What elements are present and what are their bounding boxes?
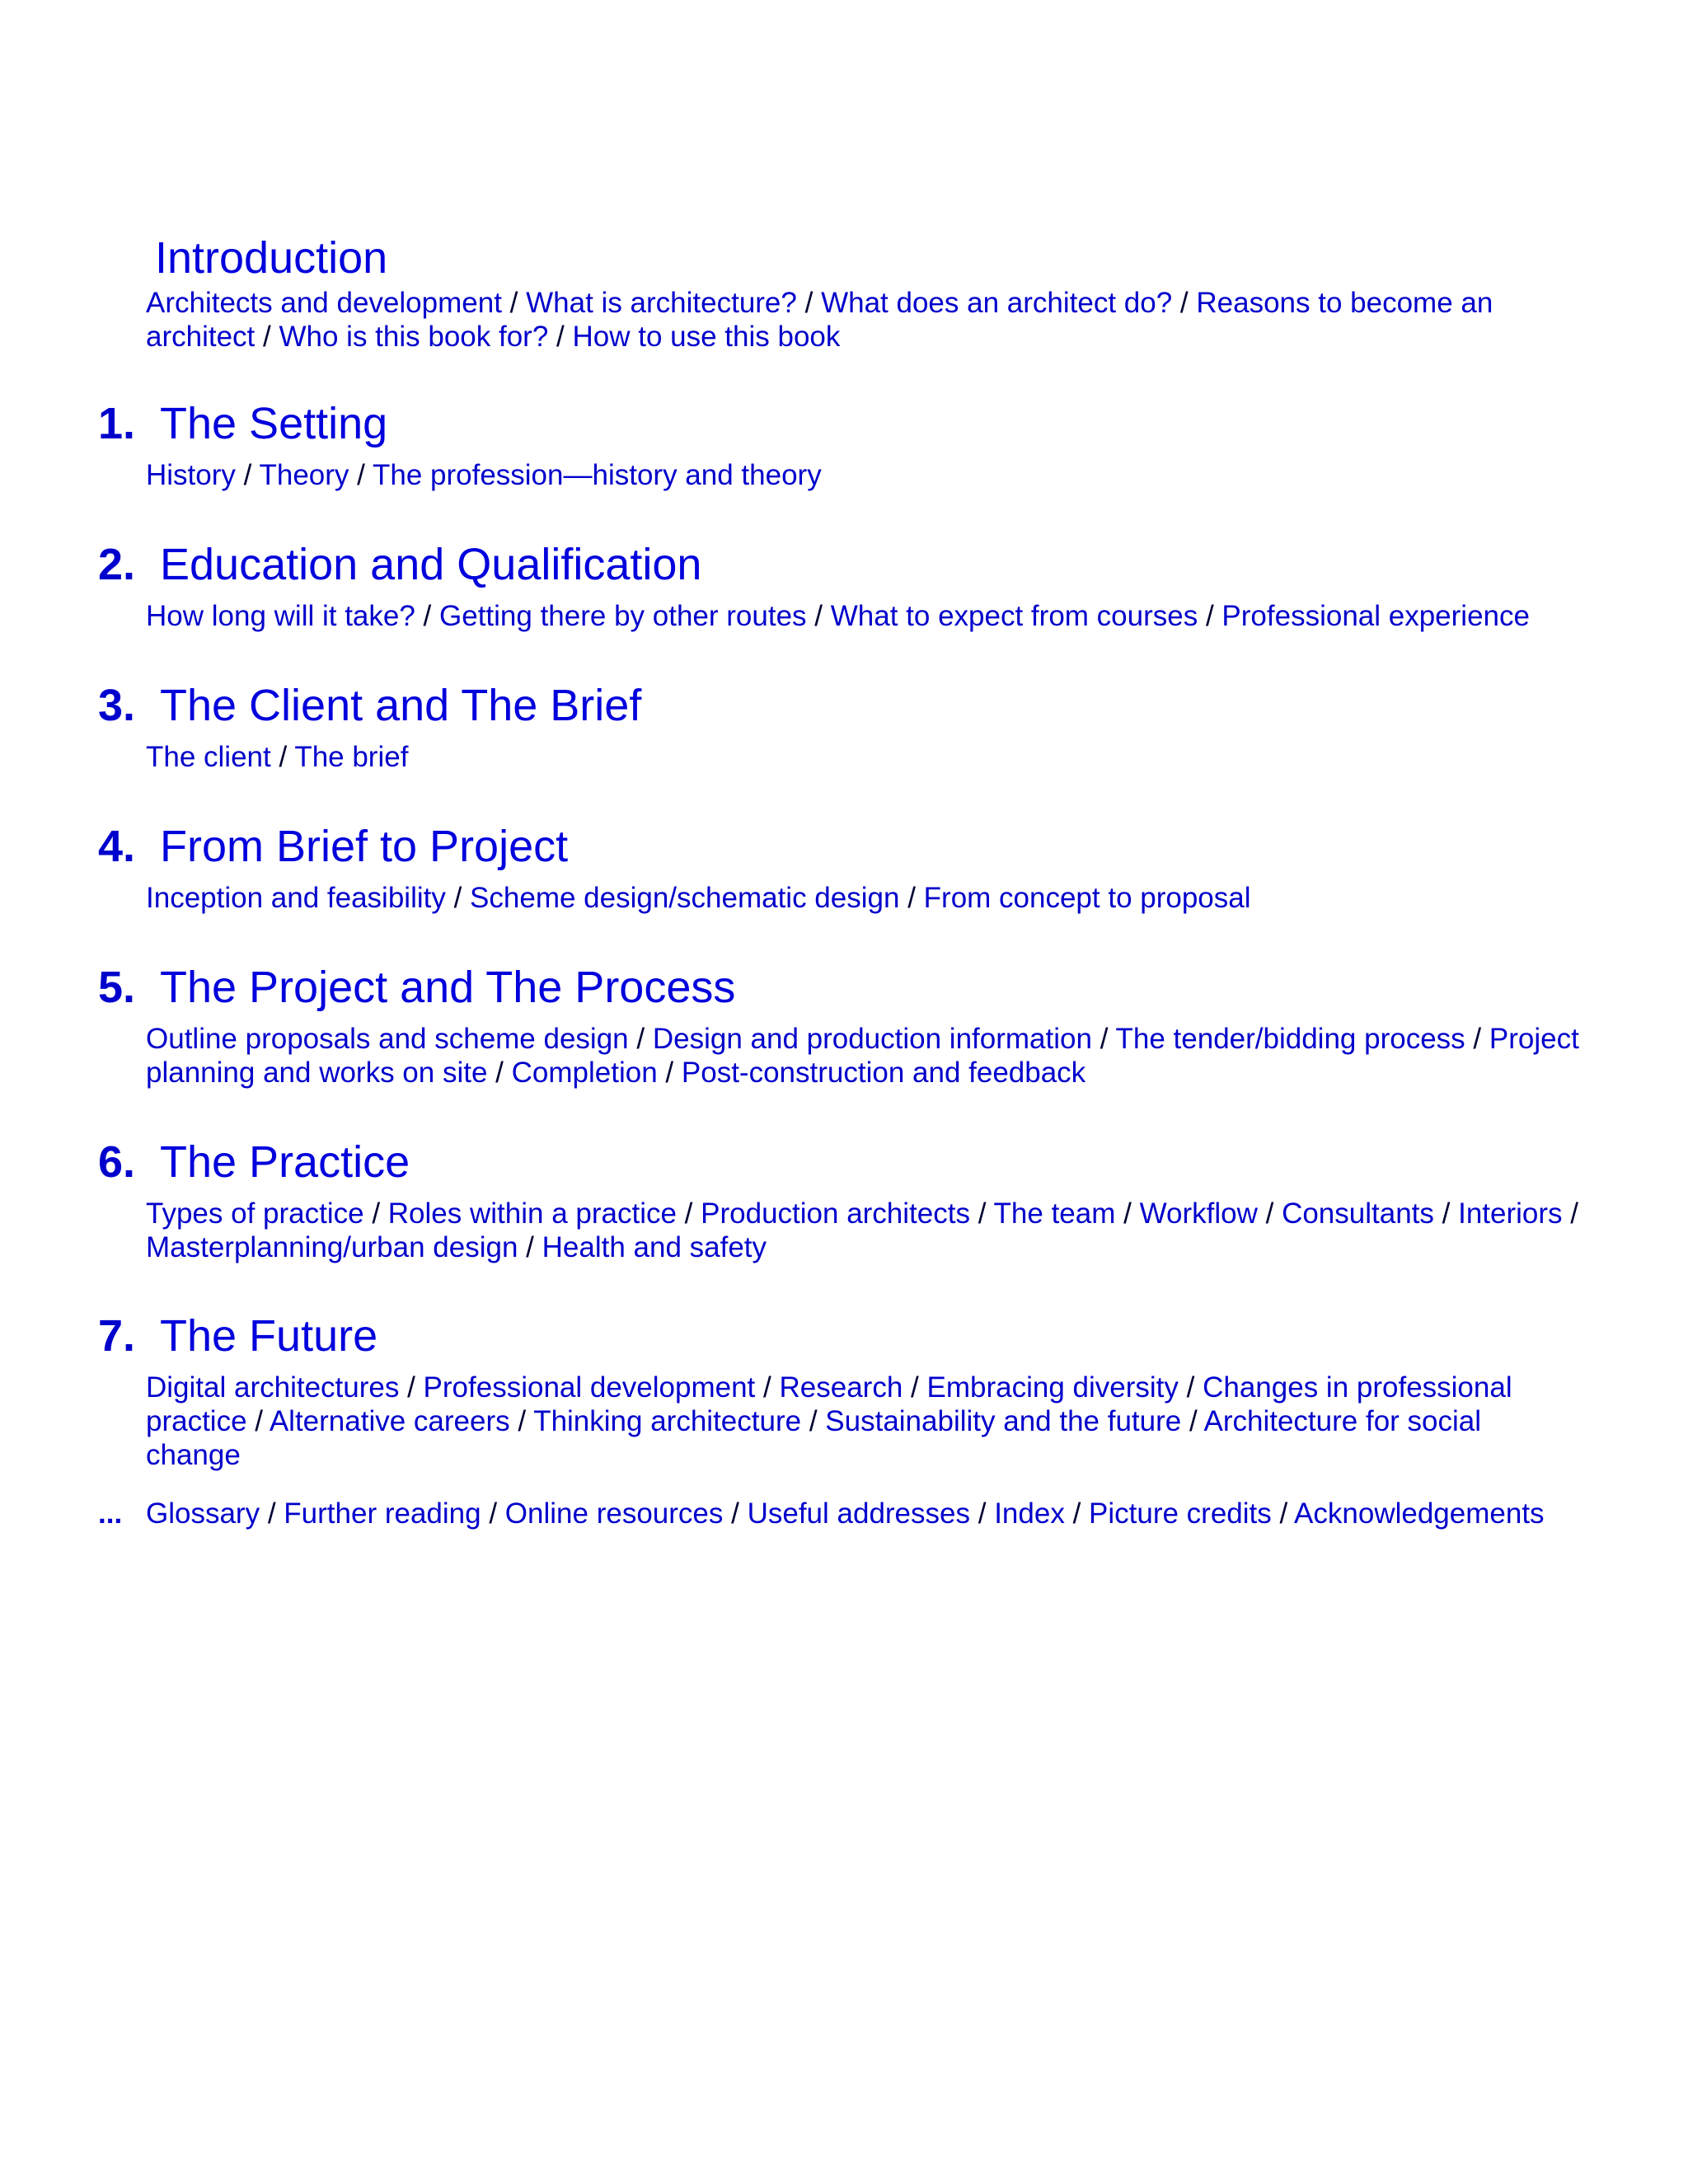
link-separator: / xyxy=(978,1197,987,1230)
chapter-number: 4. xyxy=(98,822,136,871)
toc-link[interactable]: Theory xyxy=(259,459,349,491)
toc-link[interactable]: Professional experience xyxy=(1221,600,1530,632)
toc-link[interactable]: Scheme design/schematic design xyxy=(470,882,900,914)
introduction-links xyxy=(146,286,1580,354)
link-separator: / xyxy=(1186,1371,1195,1404)
chapter-title[interactable]: Education and Qualification xyxy=(160,540,702,589)
toc-link[interactable]: Roles within a practice xyxy=(387,1197,677,1230)
link-separator: / xyxy=(1442,1197,1451,1230)
toc-link[interactable]: Completion xyxy=(511,1057,658,1089)
toc-link[interactable]: Digital architectures xyxy=(146,1371,400,1404)
link-separator: / xyxy=(243,459,252,491)
link-separator: / xyxy=(1179,287,1189,319)
link-separator: / xyxy=(372,1197,381,1230)
toc-link[interactable]: Sustainability and the future xyxy=(825,1405,1182,1437)
chapter-title[interactable]: The Practice xyxy=(160,1137,410,1187)
toc-link[interactable]: Post-construction and feedback xyxy=(681,1057,1086,1089)
chapter-links xyxy=(146,599,1580,633)
link-separator: / xyxy=(1100,1023,1109,1055)
link-separator: / xyxy=(489,1497,498,1530)
chapter-number: 2. xyxy=(98,540,136,589)
toc-link[interactable]: Getting there by other routes xyxy=(439,600,807,632)
chapter-links xyxy=(146,740,1580,774)
toc-link[interactable]: How long will it take? xyxy=(146,600,415,632)
toc-link[interactable]: Thinking architecture xyxy=(533,1405,802,1437)
toc-link[interactable]: Project planning and works on site xyxy=(146,1023,1579,1089)
link-separator: / xyxy=(1189,1405,1198,1437)
backmatter-marker: ... xyxy=(98,1497,123,1530)
toc-link[interactable]: Workflow xyxy=(1139,1197,1258,1230)
toc-link[interactable]: Outline proposals and scheme design xyxy=(146,1023,629,1055)
toc-link[interactable]: Who is this book for? xyxy=(279,321,549,353)
chapter-title[interactable]: The Setting xyxy=(160,399,388,448)
link-separator: / xyxy=(357,459,365,491)
chapter-number: 6. xyxy=(98,1137,136,1187)
toc-link[interactable]: Production architects xyxy=(701,1197,970,1230)
link-separator: / xyxy=(407,1371,415,1404)
toc-link[interactable]: The tender/bidding process xyxy=(1115,1023,1465,1055)
toc-link[interactable]: Health and safety xyxy=(542,1231,767,1263)
chapter-links xyxy=(146,1022,1580,1090)
link-separator: / xyxy=(763,1371,771,1404)
toc-link[interactable]: What does an architect do? xyxy=(821,287,1173,319)
link-separator: / xyxy=(731,1497,739,1530)
toc-link[interactable]: The client xyxy=(146,741,271,773)
chapter-links xyxy=(146,1371,1580,1472)
toc-link[interactable]: Alternative careers xyxy=(269,1405,510,1437)
link-separator: / xyxy=(267,1497,276,1530)
link-separator: / xyxy=(1473,1023,1482,1055)
toc-link[interactable]: What to expect from courses xyxy=(830,600,1198,632)
toc-link[interactable]: Embracing diversity xyxy=(926,1371,1179,1404)
link-separator: / xyxy=(1205,600,1214,632)
toc-link[interactable]: Design and production information xyxy=(652,1023,1092,1055)
link-separator: / xyxy=(263,321,271,353)
toc-link[interactable]: The brief xyxy=(294,741,409,773)
backmatter-links xyxy=(146,1497,1580,1530)
link-separator: / xyxy=(684,1197,693,1230)
link-separator: / xyxy=(495,1057,504,1089)
link-separator: / xyxy=(509,287,518,319)
toc-link[interactable]: Useful addresses xyxy=(747,1497,970,1530)
toc-link[interactable]: Research xyxy=(779,1371,903,1404)
toc-link[interactable]: Acknowledgements xyxy=(1294,1497,1545,1530)
toc-link[interactable]: Masterplanning/urban design xyxy=(146,1231,518,1263)
link-separator: / xyxy=(1123,1197,1132,1230)
chapter-title[interactable]: The Future xyxy=(160,1311,378,1361)
toc-link[interactable]: The profession—history and theory xyxy=(372,459,822,491)
toc-link[interactable]: Inception and feasibility xyxy=(146,882,446,914)
toc-link[interactable]: Index xyxy=(994,1497,1065,1530)
toc-link[interactable]: Changes in professional practice xyxy=(146,1371,1512,1437)
toc-link[interactable]: Picture credits xyxy=(1089,1497,1272,1530)
link-separator: / xyxy=(556,321,565,353)
chapter-links xyxy=(146,881,1580,915)
link-separator: / xyxy=(453,882,462,914)
toc-link[interactable]: What is architecture? xyxy=(526,287,797,319)
chapter-links xyxy=(146,1197,1580,1264)
link-separator: / xyxy=(907,882,916,914)
link-separator: / xyxy=(1570,1197,1578,1230)
toc-link[interactable]: Architects and development xyxy=(146,287,502,319)
toc-link[interactable]: Consultants xyxy=(1282,1197,1434,1230)
toc-link[interactable]: Interiors xyxy=(1458,1197,1563,1230)
link-separator: / xyxy=(526,1231,534,1263)
link-separator: / xyxy=(636,1023,645,1055)
toc-link[interactable]: Glossary xyxy=(146,1497,260,1530)
link-separator: / xyxy=(1265,1197,1274,1230)
link-separator: / xyxy=(255,1405,264,1437)
toc-link[interactable]: The team xyxy=(993,1197,1116,1230)
link-separator: / xyxy=(978,1497,987,1530)
introduction-title[interactable]: Introduction xyxy=(155,233,388,283)
toc-link[interactable]: Professional development xyxy=(423,1371,756,1404)
chapter-title[interactable]: From Brief to Project xyxy=(160,822,569,871)
toc-link[interactable]: From concept to proposal xyxy=(923,882,1251,914)
chapter-number: 5. xyxy=(98,963,136,1012)
link-separator: / xyxy=(665,1057,674,1089)
link-separator: / xyxy=(423,600,432,632)
toc-link[interactable]: Online resources xyxy=(504,1497,724,1530)
toc-link[interactable]: How to use this book xyxy=(572,321,841,353)
toc-link[interactable]: Further reading xyxy=(284,1497,481,1530)
link-separator: / xyxy=(809,1405,818,1437)
chapter-number: 1. xyxy=(98,399,136,448)
chapter-number: 3. xyxy=(98,681,136,730)
chapter-title[interactable]: The Client and The Brief xyxy=(160,681,642,730)
toc-link[interactable]: Reasons to become an architect xyxy=(146,287,1493,353)
link-separator: / xyxy=(1072,1497,1081,1530)
chapter-number: 7. xyxy=(98,1311,136,1361)
link-separator: / xyxy=(1279,1497,1288,1530)
chapter-title[interactable]: The Project and The Process xyxy=(160,963,736,1012)
link-separator: / xyxy=(911,1371,919,1404)
toc-link[interactable]: Architecture for social change xyxy=(146,1405,1482,1471)
chapter-links xyxy=(146,458,1580,492)
link-separator: / xyxy=(279,741,288,773)
link-separator: / xyxy=(518,1405,527,1437)
toc-link[interactable]: History xyxy=(146,459,236,491)
toc-link[interactable]: Types of practice xyxy=(146,1197,364,1230)
link-separator: / xyxy=(804,287,814,319)
link-separator: / xyxy=(814,600,823,632)
